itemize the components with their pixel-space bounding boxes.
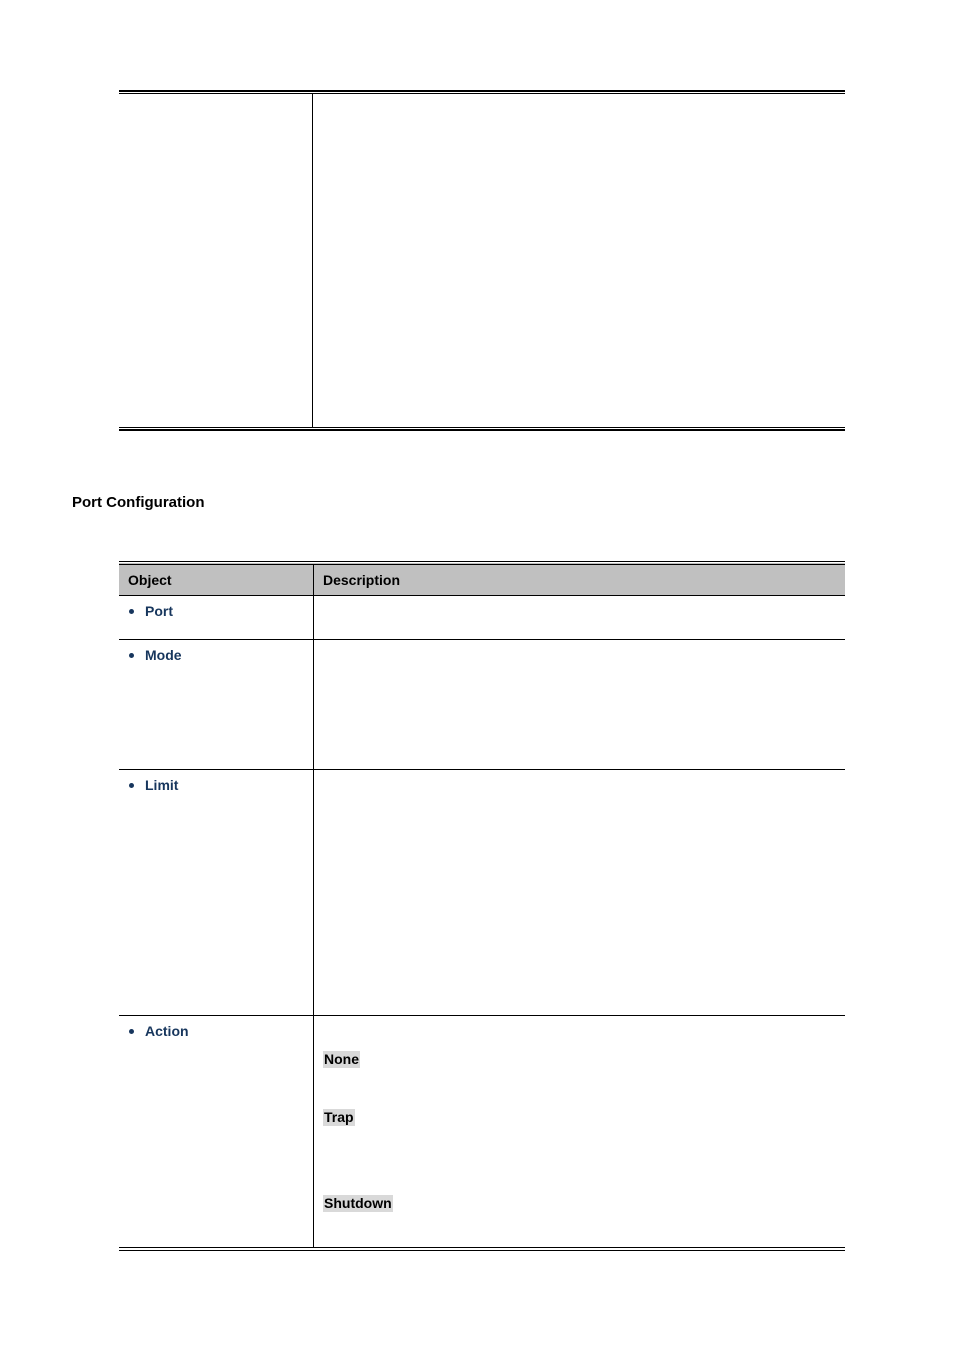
object-port (119, 596, 313, 619)
object-label: Action (145, 1023, 189, 1039)
object-cell (119, 1016, 314, 1249)
table-row (119, 640, 845, 770)
bullet-icon (129, 1029, 134, 1034)
action-option-none: None (324, 1051, 359, 1067)
table-column-divider (312, 94, 313, 427)
header-description: Description (314, 563, 846, 596)
table-header-row (119, 563, 845, 596)
table-row (119, 770, 845, 1016)
description-cell (314, 770, 846, 1016)
action-option-shutdown: Shutdown (324, 1195, 392, 1211)
object-limit (119, 770, 313, 793)
object-label: Limit (145, 777, 179, 793)
table-row (119, 596, 845, 640)
bullet-icon (129, 609, 134, 614)
section-title: Port Configuration (72, 494, 205, 511)
description-cell (314, 1016, 846, 1249)
object-mode (119, 640, 313, 663)
header-object: Object (119, 563, 314, 596)
object-description-table (119, 561, 845, 1251)
object-cell (119, 770, 314, 1016)
object-cell (119, 596, 314, 640)
description-cell (314, 640, 846, 770)
object-action (119, 1016, 313, 1039)
bullet-icon (129, 783, 134, 788)
table-bottom-rule (119, 427, 845, 431)
object-cell (119, 640, 314, 770)
table-row (119, 1016, 845, 1249)
action-option-trap: Trap (324, 1109, 354, 1125)
table-top-rule (119, 90, 845, 94)
description-cell (314, 596, 846, 640)
bullet-icon (129, 653, 134, 658)
object-label: Mode (145, 647, 182, 663)
object-label: Port (145, 603, 173, 619)
continuation-table (119, 90, 845, 431)
